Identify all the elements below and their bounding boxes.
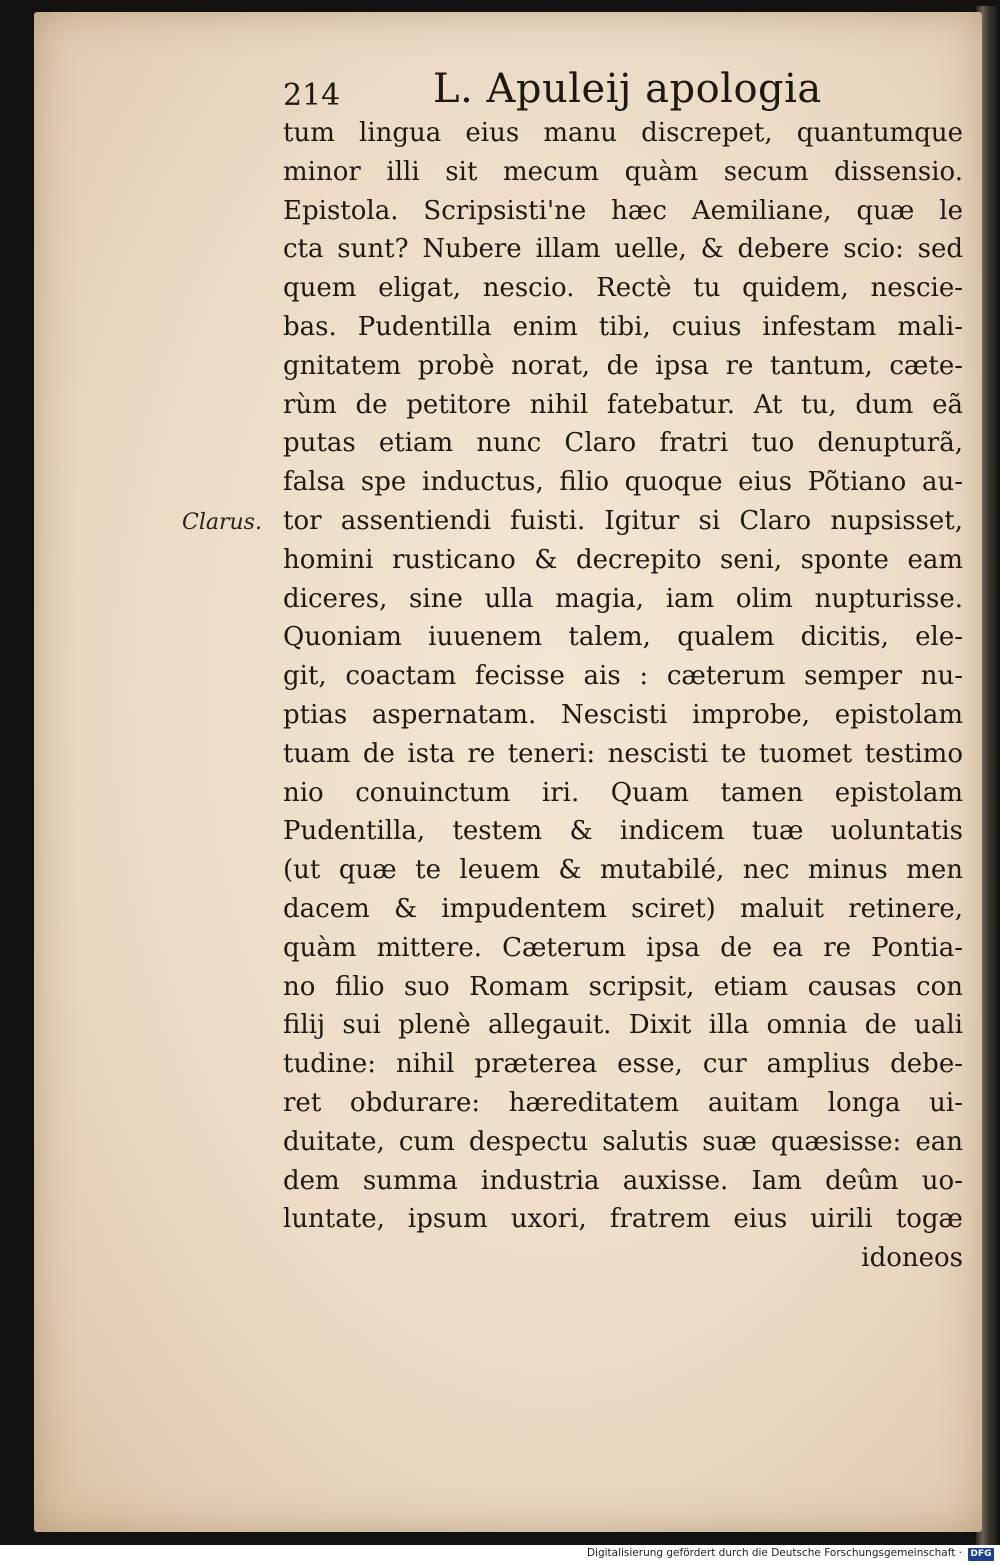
text-line: no filio suo Romam scripsit, etiam causas con bbox=[283, 971, 963, 1002]
text-line: ret obdurare: hæreditatem auitam longa ui- bbox=[283, 1087, 963, 1118]
body-text bbox=[283, 114, 963, 1278]
text-line: homini rusticano & decrepito seni, sponte eam bbox=[283, 544, 963, 575]
text-line: filij sui plenè allegauit. Dixit illa omnia de uali bbox=[283, 1010, 963, 1041]
text-line: luntate, ipsum uxori, fratrem eius uirili togæ bbox=[283, 1204, 963, 1235]
text-line: tuam de ista re teneri: nescisti te tuomet testimo bbox=[283, 738, 963, 769]
text-line: rùm de petitore nihil fatebatur. At tu, dum eã bbox=[283, 389, 963, 420]
funding-credit: Digitalisierung gefördert durch die Deutsche Forschungsgemeinschaft · bbox=[586, 1547, 962, 1559]
text-line: putas etiam nunc Claro fratri tuo denupturã, bbox=[283, 428, 963, 459]
dfg-logo-icon: DFG bbox=[968, 1548, 994, 1561]
text-line: gnitatem probè norat, de ipsa re tantum, cæte- bbox=[283, 350, 963, 381]
text-line: nio conuinctum iri. Quam tamen epistolam bbox=[283, 777, 963, 808]
text-line: duitate, cum despectu salutis suæ quæsisse: ean bbox=[283, 1126, 963, 1157]
text-line: ptias aspernatam. Nescisti improbe, epistolam bbox=[283, 699, 963, 730]
text-line: Epistola. Scripsisti'ne hæc Aemiliane, quæ le bbox=[283, 195, 963, 226]
text-line: diceres, sine ulla magia, iam olim nupturisse. bbox=[283, 583, 963, 614]
text-line: Pudentilla, testem & indicem tuæ uoluntatis bbox=[283, 816, 963, 847]
marginal-note: Clarus. bbox=[182, 510, 262, 535]
text-line: dacem & impudentem sciret) maluit retinere, bbox=[283, 893, 963, 924]
text-line: quàm mittere. Cæterum ipsa de ea re Pontia- bbox=[283, 932, 963, 963]
text-line: cta sunt? Nubere illam uelle, & debere scio: sed bbox=[283, 234, 963, 265]
page-number: 214 bbox=[283, 78, 341, 113]
footer-bar bbox=[0, 1545, 1000, 1565]
text-line: bas. Pudentilla enim tibi, cuius infestam mali- bbox=[283, 311, 963, 342]
text-line: tudine: nihil præterea esse, cur amplius debe- bbox=[283, 1049, 963, 1080]
running-title: L. Apuleij apologia bbox=[433, 66, 822, 112]
text-line: Quoniam iuuenem talem, qualem dicitis, ele- bbox=[283, 622, 963, 653]
text-line: tor assentiendi fuisti. Igitur si Claro nupsisset, bbox=[283, 505, 963, 536]
text-line: git, coactam fecisse ais : cæterum semper nu- bbox=[283, 661, 963, 692]
text-line: dem summa industria auxisse. Iam deûm uo- bbox=[283, 1165, 963, 1196]
text-line: tum lingua eius manu discrepet, quantumque bbox=[283, 118, 963, 148]
page-header bbox=[283, 58, 843, 118]
text-line: idoneos bbox=[861, 1243, 963, 1274]
text-line: (ut quæ te leuem & mutabilé, nec minus men bbox=[283, 855, 963, 886]
text-line: falsa spe inductus, filio quoque eius Põtiano au- bbox=[283, 467, 963, 498]
text-line: quem eligat, nescio. Rectè tu quidem, nescie- bbox=[283, 273, 963, 304]
text-line: minor illi sit mecum quàm secum dissensio. bbox=[283, 156, 963, 187]
